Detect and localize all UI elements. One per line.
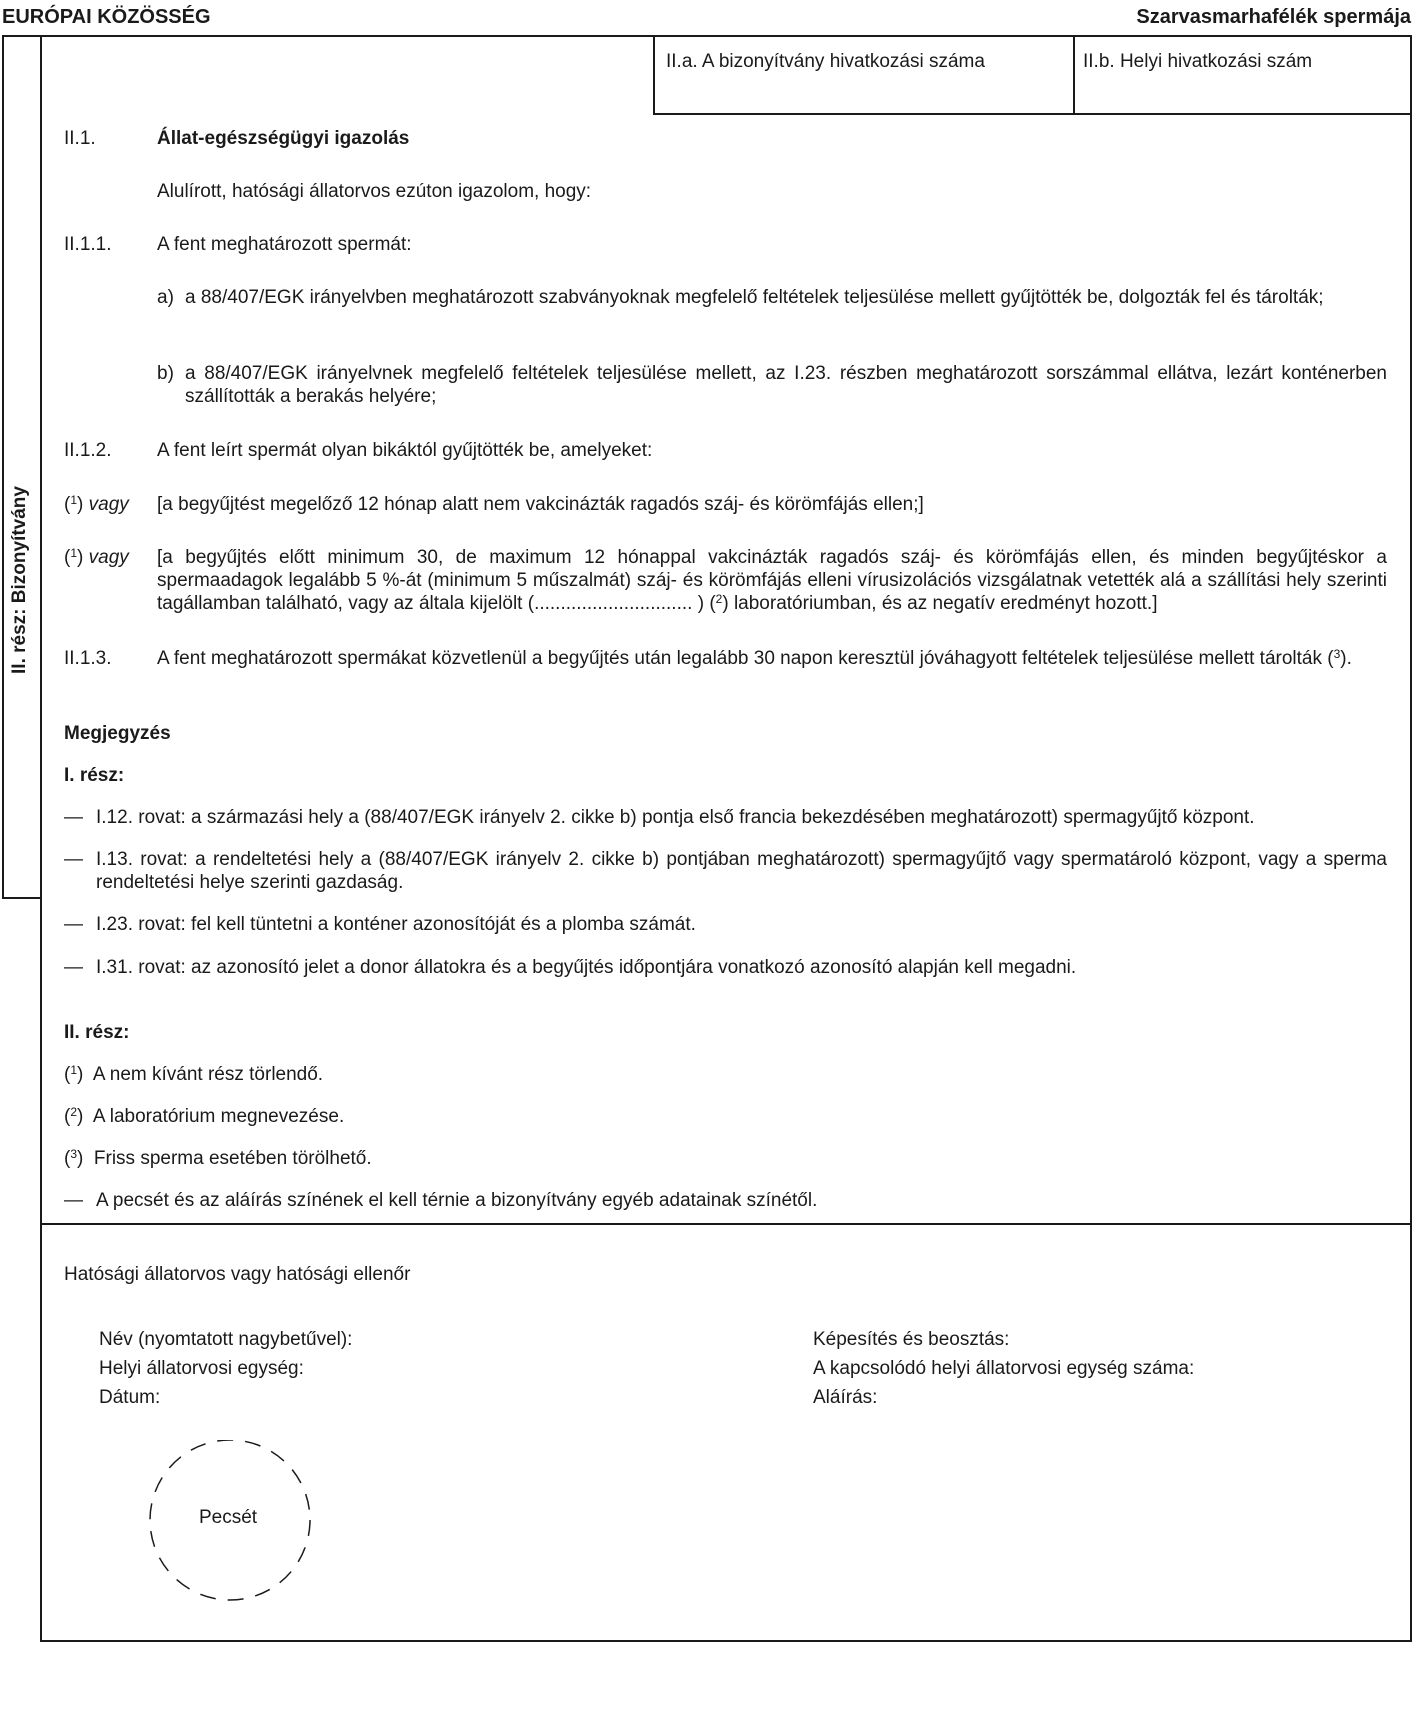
s112-number: II.1.2. [64, 440, 112, 461]
name-label: Név (nyomtatott nagybetűvel): [99, 1329, 353, 1350]
signature-divider [40, 1223, 1412, 1225]
footnote-1-text: A nem kívánt rész törlendő. [92, 1064, 324, 1085]
option-2-text: [a begyűjtés előtt minimum 30, de maximum 12 hónappal vakcinázták ragadós száj- és körömfájás ellen, és minden begyűjtéskor a spermaadagok legalább 5 %-át (minimum 5 műszalmát) száj- és körömfájás elleni vírusizolációs vizsgálatnak vetették alá a szállítási hely szerinti tagállamban található, vagy az általa kijelölt (.............................. ) ($^2$) laboratóriumban, és az negatív eredményt hozott.] [157, 547, 1387, 614]
s111-a-label: a) [157, 287, 174, 308]
note-1: I.12. rovat: a származási hely a (88/407/EGK irányelv 2. cikke b) pontja első francia bekezdésében meghatározott) spermagyűjtő központ. [96, 807, 1255, 828]
footnote-2: ($^2$) A laboratórium megnevezése. [64, 1105, 345, 1127]
s113-ref: 3 [1333, 647, 1341, 661]
ref-box-bottom [653, 113, 1412, 115]
date-label: Dátum: [99, 1387, 161, 1408]
option-2-text-c: laboratóriumban, és az negatív eredményt hozott.] [733, 593, 1158, 614]
stamp-note-dash: — [64, 1190, 83, 1211]
s111-b-text: a 88/407/EGK irányelvnek megfelelő feltételek teljesülése mellett, az I.23. részben meghatározott sorszámmal ellátva, lezárt konténerben szállították a berakás helyére; [185, 363, 1387, 407]
frame-bottom [40, 1640, 1412, 1642]
s113-text-main: A fent meghatározott spermákat közvetlenül a begyűjtés után legalább 30 napon keresztül jóváhagyott feltételek teljesülése mellett tárolták ( [157, 648, 1334, 669]
stamp-label: Pecsét [199, 1507, 258, 1528]
footnote-1-ref: 1 [70, 1063, 78, 1077]
signature-label: Aláírás: [813, 1387, 878, 1408]
stamp-note: A pecsét és az aláírás színének el kell térnie a bizonyítvány egyéb adatainak színétől. [96, 1190, 818, 1211]
qualification-label: Képesítés és beosztás: [813, 1329, 1010, 1350]
ref-box-middle [1073, 35, 1075, 115]
frame-left-outer [2, 35, 4, 899]
s112-text: A fent leírt spermát olyan bikáktól gyűjtötték be, amelyeket: [157, 440, 653, 461]
s111-a-text: a 88/407/EGK irányelvben meghatározott szabványoknak megfelelő feltételek teljesülése mellett gyűjtötték be, dolgozták fel és tárolták; [185, 287, 1324, 308]
header-right: Szarvasmarhafélék spermája [1136, 6, 1411, 28]
option-2-ref2: 2 [715, 592, 723, 606]
note-2: I.13. rovat: a rendeltetési hely a (88/407/EGK irányelv 2. cikke b) pontjában meghatározott) spermagyűjtő vagy spermatároló központ, vagy a sperma rendeltetési helye szerinti gazdaság. [96, 849, 1387, 893]
s113-text [157, 647, 1387, 670]
s111-b-label: b) [157, 363, 174, 384]
stamp-circle [140, 1440, 320, 1620]
note-4: I.31. rovat: az azonosító jelet a donor állatokra és a begyűjtés időpontjára vonatkozó azonosító alapján kell megadni. [96, 957, 1077, 978]
header-left: EURÓPAI KÖZÖSSÉG [2, 6, 211, 28]
note-2-dash: — [64, 849, 83, 870]
option-1-marker: ($^1$) vagy [64, 493, 129, 515]
option-2-marker: ($^1$) vagy [64, 546, 129, 568]
section-intro: Alulírott, hatósági állatorvos ezúton igazolom, hogy: [157, 181, 592, 202]
notes-part1-title: I. rész: [64, 765, 125, 786]
s111-text: A fent meghatározott spermát: [157, 234, 412, 255]
frame-left-inner [40, 35, 42, 1642]
option-2-text-a: [a begyűjtés előtt minimum 30, de maximum 12 hónappal vakcinázták ragadós száj- és körömfájás ellen, és minden begyűjtéskor a spermaadagok legalább 5 %-át (minimum 5 műszalmát) száj- és körömfájás elleni vírusizolációs vizsgálatnak vetették alá a szállítási hely szerinti tagállamban található, vagy az általa kijelölt ( [157, 547, 1387, 614]
option-1-text: [a begyűjtést megelőző 12 hónap alatt nem vakcinázták ragadós száj- és körömfájás ellen;] [157, 494, 924, 515]
footnote-2-ref: 2 [70, 1105, 78, 1119]
s113-text-end: ). [1340, 648, 1352, 669]
option-2-word: vagy [88, 547, 129, 568]
note-4-dash: — [64, 957, 83, 978]
option-2-text-b: ) [697, 593, 705, 614]
footnote-2-text: A laboratórium megnevezése. [92, 1106, 345, 1127]
notes-part2-title: II. rész: [64, 1022, 130, 1043]
footnote-3-text: Friss sperma esetében törölhető. [93, 1148, 372, 1169]
notes-title: Megjegyzés [64, 723, 171, 744]
footnote-3-ref: 3 [70, 1147, 78, 1161]
note-3-dash: — [64, 914, 83, 935]
ref-box-left [653, 35, 655, 115]
signature-title: Hatósági állatorvos vagy hatósági ellenőr [64, 1264, 411, 1285]
option-1-word: vagy [88, 494, 129, 515]
footnote-1: ($^1$) A nem kívánt rész törlendő. [64, 1063, 324, 1085]
unit-number-label: A kapcsolódó helyi állatorvosi egység száma: [813, 1358, 1195, 1379]
frame-left-bottom [2, 897, 42, 899]
note-3: I.23. rovat: fel kell tüntetni a konténer azonosítóját és a plomba számát. [96, 914, 696, 935]
section-title: Állat-egészségügyi igazolás [157, 128, 410, 149]
section-number: II.1. [64, 128, 96, 149]
s111-number: II.1.1. [64, 234, 112, 255]
local-reference-label: II.b. Helyi hivatkozási szám [1083, 51, 1313, 72]
s113-number: II.1.3. [64, 648, 112, 669]
option-1-ref: 1 [70, 493, 78, 507]
option-2-dots: .............................. [534, 593, 693, 614]
frame-right [1410, 35, 1412, 1642]
note-1-dash: — [64, 807, 83, 828]
footnote-3: ($^3$) Friss sperma esetében törölhető. [64, 1147, 372, 1169]
unit-label: Helyi állatorvosi egység: [99, 1358, 304, 1379]
option-2-ref: 1 [70, 546, 78, 560]
side-title: II. rész: Bizonyítvány [9, 486, 30, 674]
frame-top [2, 35, 1412, 37]
certificate-reference-label: II.a. A bizonyítvány hivatkozási száma [666, 51, 985, 72]
